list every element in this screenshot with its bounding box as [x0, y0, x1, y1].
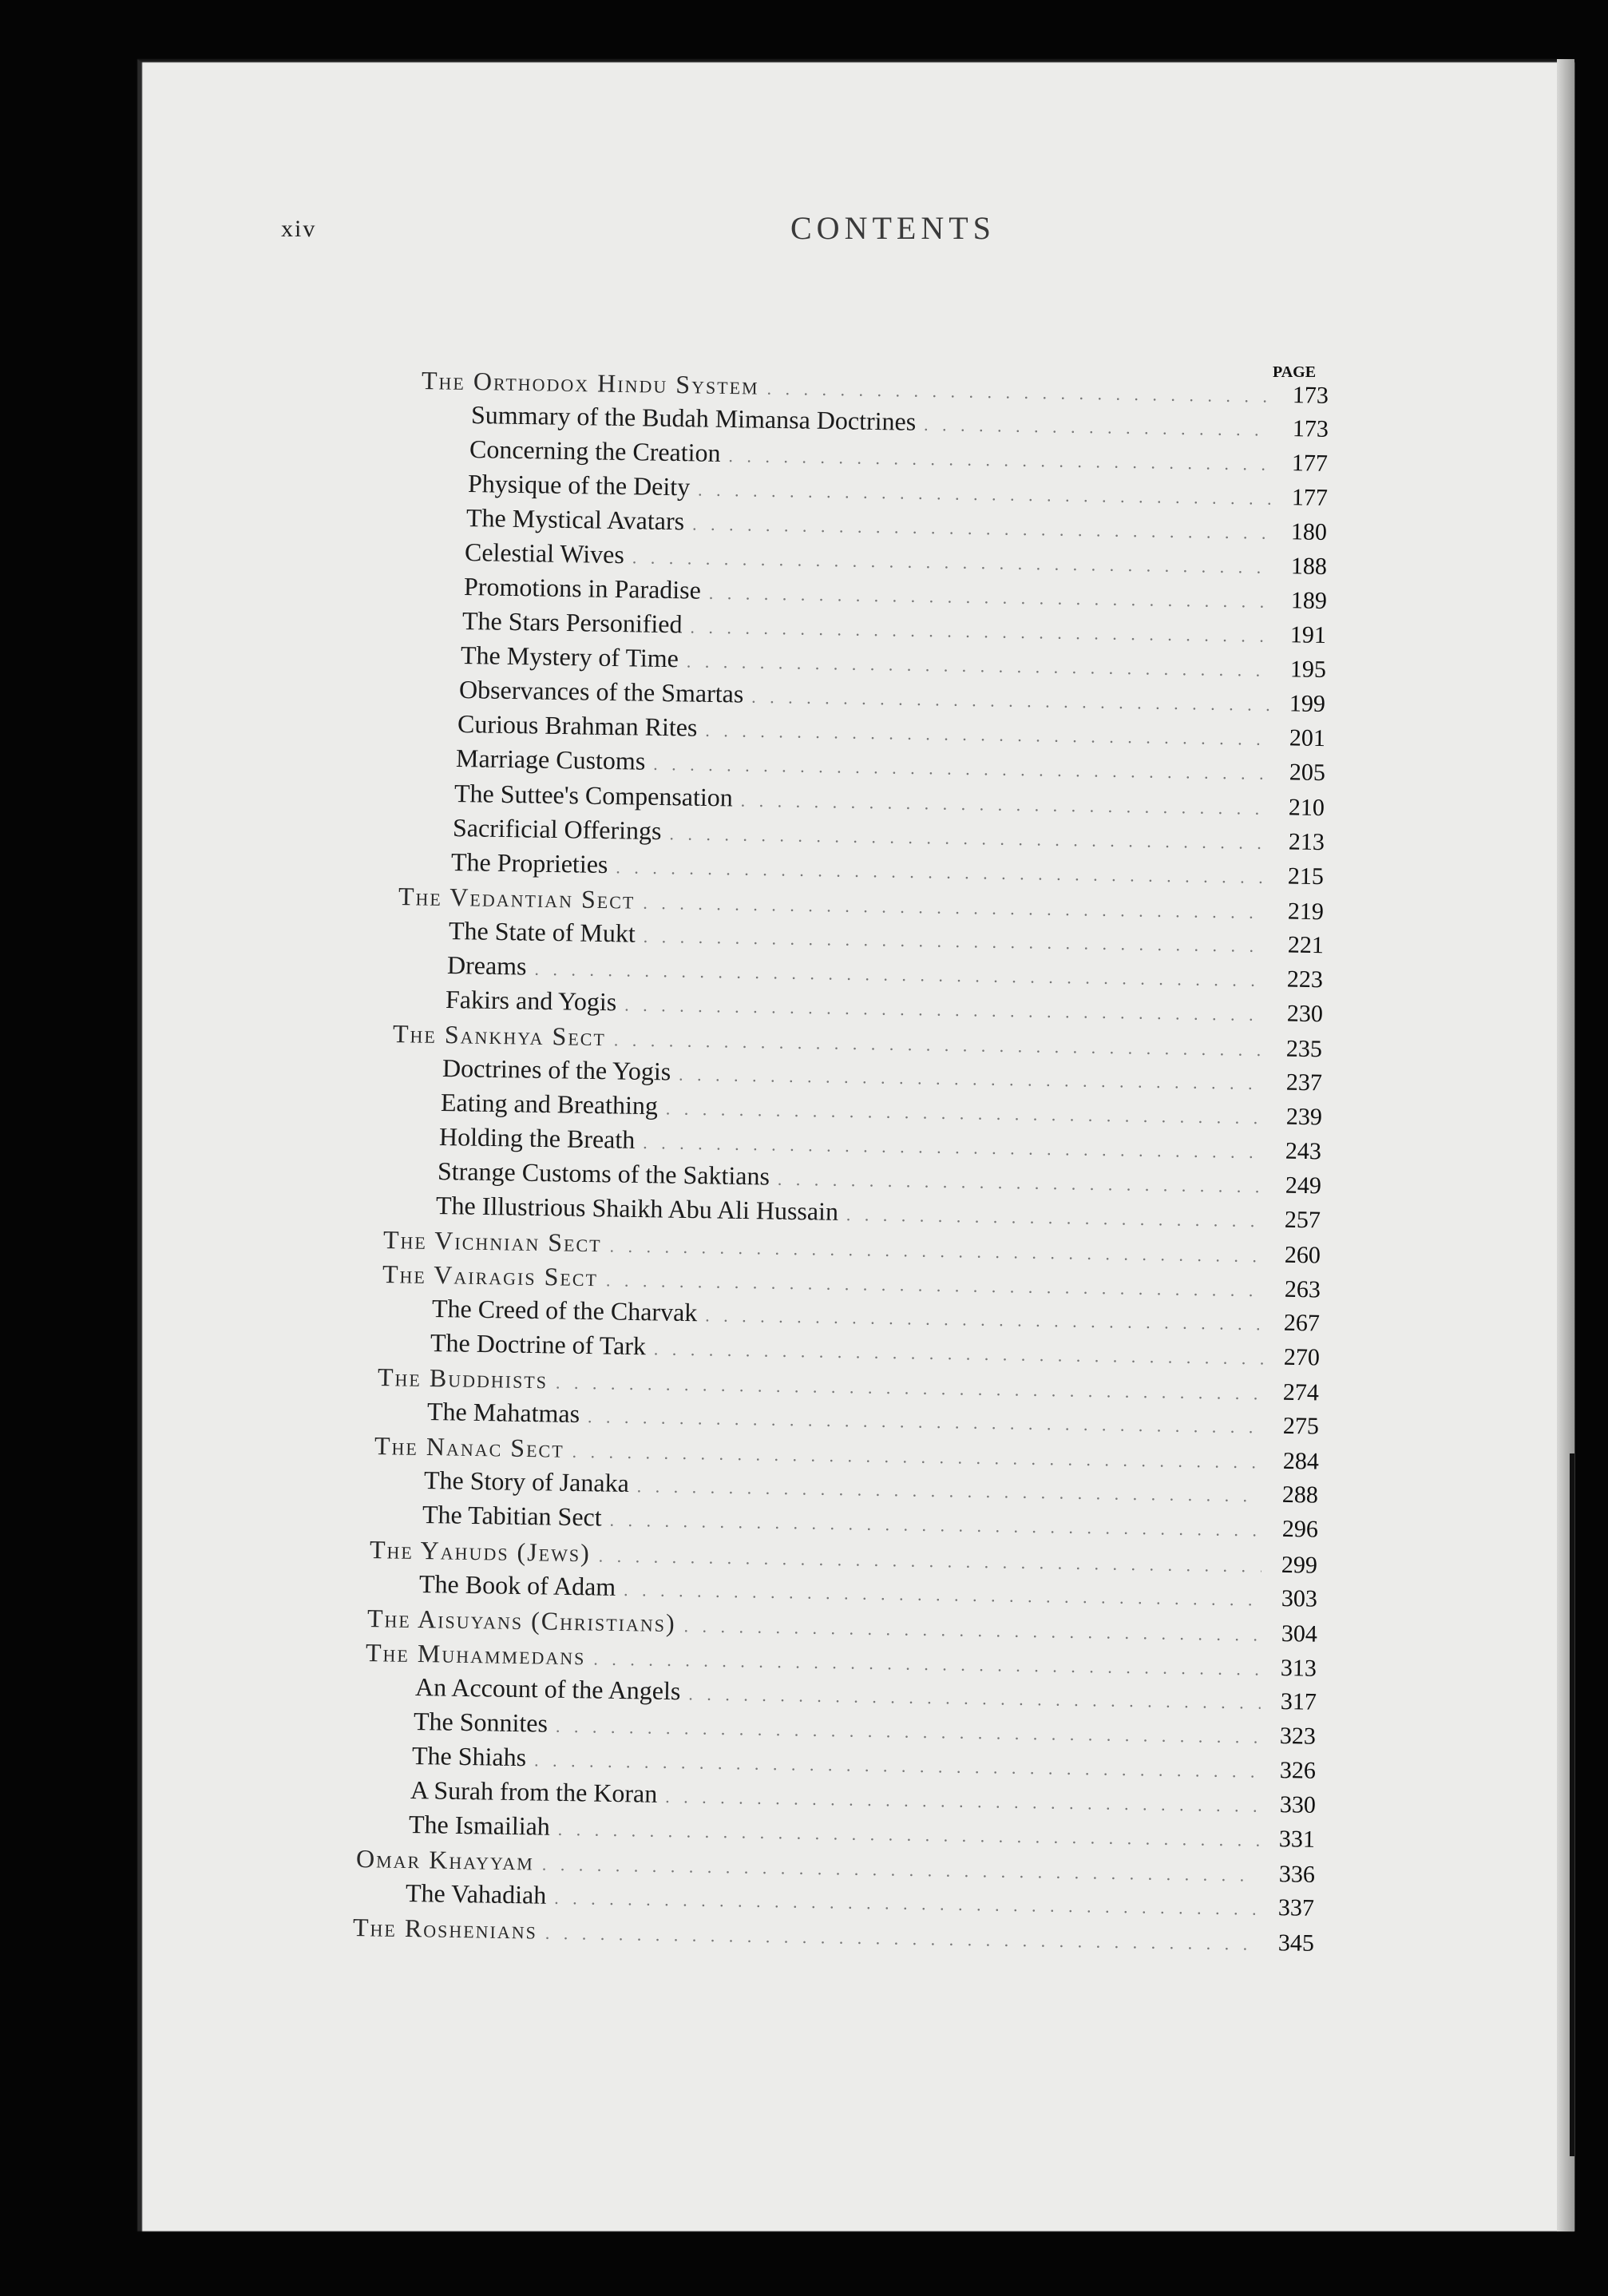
- toc-page-number: 173: [1292, 382, 1329, 409]
- toc-entry-title: The Sankhya Sect: [392, 1019, 607, 1052]
- toc-page-number: 267: [1283, 1309, 1321, 1337]
- toc-entry-title: The Mystical Avatars: [465, 503, 685, 536]
- toc-entry-title: Celestial Wives: [464, 537, 625, 569]
- dot-leader: [593, 1648, 1261, 1679]
- dot-leader: [609, 1510, 1262, 1541]
- toc-entry-title: The Aisuyans (Christians): [366, 1604, 676, 1638]
- dot-leader: [705, 720, 1269, 750]
- dot-leader: [632, 547, 1271, 578]
- running-head: CONTENTS: [790, 210, 996, 246]
- toc-page-number: 230: [1286, 1000, 1324, 1028]
- toc-page-number: 215: [1287, 862, 1325, 890]
- dot-leader: [534, 959, 1267, 991]
- dot-leader: [924, 414, 1273, 441]
- dot-leader: [846, 1204, 1265, 1231]
- toc-entry-title: The Shiahs: [411, 1741, 527, 1772]
- toc-entry-title: The Story of Janaka: [423, 1465, 630, 1498]
- toc-page-number: 235: [1285, 1035, 1323, 1063]
- toc-page-number: 177: [1291, 484, 1329, 511]
- toc-page-number: 345: [1277, 1929, 1315, 1957]
- toc-page-number: 191: [1289, 621, 1327, 648]
- toc-entry-title: The Vedantian Sect: [398, 882, 636, 914]
- toc-page-number: 331: [1278, 1826, 1316, 1853]
- toc-entry-title: Summary of the Budah Mimansa Doctrines: [470, 400, 917, 436]
- toc-page-number: 189: [1290, 587, 1328, 614]
- toc-entry-title: Holding the Breath: [438, 1122, 636, 1154]
- toc-page-number: 188: [1290, 553, 1328, 580]
- dot-leader: [542, 1854, 1259, 1886]
- toc-entry-title: An Account of the Angels: [414, 1672, 681, 1706]
- dot-leader: [778, 1169, 1265, 1198]
- toc-entry-title: Sacrificial Offerings: [452, 813, 662, 846]
- dot-leader: [690, 617, 1270, 646]
- dot-leader: [614, 1029, 1266, 1061]
- toc-entry-title: Eating and Breathing: [440, 1088, 659, 1120]
- toc-page-number: 180: [1290, 518, 1328, 545]
- dot-leader: [687, 651, 1270, 680]
- toc-page-number: 275: [1282, 1412, 1320, 1440]
- dot-leader: [698, 480, 1272, 510]
- dot-leader: [616, 857, 1268, 888]
- dot-leader: [653, 754, 1269, 784]
- toc-entry-title: Dreams: [446, 950, 527, 981]
- toc-entry-title: The Mystery of Time: [460, 640, 679, 673]
- dot-leader: [599, 1546, 1262, 1577]
- toc-entry-title: Strange Customs of the Saktians: [437, 1156, 770, 1191]
- toc-page-number: 195: [1289, 656, 1327, 684]
- dot-leader: [643, 926, 1268, 957]
- toc-entry-title: The Doctrine of Tark: [430, 1328, 647, 1361]
- toc-page-number: 317: [1280, 1688, 1317, 1715]
- dot-leader: [545, 1923, 1258, 1955]
- dot-leader: [709, 583, 1271, 613]
- toc-entry-title: Fakirs and Yogis: [445, 985, 617, 1017]
- toc-page-number: 313: [1280, 1655, 1317, 1682]
- toc-entry-title: The Muhammedans: [365, 1638, 586, 1671]
- toc-entry-title: Omar Khayyam: [355, 1844, 535, 1876]
- toc-page-number: 205: [1289, 759, 1326, 787]
- toc-page-number: 337: [1277, 1894, 1315, 1921]
- toc-entry-title: Curious Brahman Rites: [457, 709, 698, 742]
- toc-entry-title: The State of Mukt: [448, 916, 636, 948]
- toc-entry-title: The Sonnites: [413, 1707, 549, 1738]
- toc-page-number: 213: [1288, 828, 1325, 856]
- toc-entry-title: Promotions in Paradise: [463, 572, 702, 605]
- toc-page-number: 201: [1289, 724, 1326, 752]
- toc-page-number: 173: [1292, 415, 1329, 442]
- toc-entry-title: The Illustrious Shaikh Abu Ali Hussain: [435, 1191, 839, 1226]
- toc-page-number: 223: [1286, 966, 1324, 993]
- toc-page-number: 330: [1279, 1791, 1317, 1818]
- toc-page-number: 237: [1285, 1069, 1323, 1096]
- toc-page-number: 249: [1285, 1172, 1322, 1200]
- toc-page-number: 263: [1284, 1275, 1321, 1303]
- dot-leader: [654, 1338, 1264, 1369]
- dot-leader: [558, 1819, 1259, 1851]
- toc-page-number: 199: [1289, 690, 1326, 718]
- dot-leader: [624, 1580, 1261, 1611]
- toc-page-number: 274: [1282, 1378, 1320, 1406]
- toc-page-number: 323: [1279, 1723, 1317, 1750]
- dot-leader: [705, 1305, 1264, 1334]
- toc-entry-title: Physique of the Deity: [467, 469, 691, 502]
- toc-entry-title: Concerning the Creation: [469, 434, 721, 467]
- toc-page-number: 239: [1285, 1103, 1323, 1131]
- dot-leader: [554, 1888, 1258, 1920]
- toc-page-number: 299: [1281, 1551, 1318, 1579]
- dot-leader: [692, 514, 1271, 543]
- dot-leader: [683, 1616, 1261, 1645]
- dot-leader: [609, 1235, 1265, 1267]
- toc-entry-title: The Nanac Sect: [374, 1431, 564, 1463]
- dot-leader: [728, 446, 1272, 475]
- dot-leader: [643, 1132, 1265, 1163]
- dot-leader: [606, 1270, 1265, 1301]
- dot-leader: [588, 1406, 1263, 1437]
- toc-entry-title: The Vichnian Sect: [382, 1225, 602, 1258]
- dot-leader: [666, 1098, 1266, 1128]
- toc-page-number: 270: [1283, 1343, 1321, 1371]
- toc-entry-title: The Vairagis Sect: [382, 1259, 599, 1292]
- toc-entry-title: The Mahatmas: [426, 1397, 580, 1428]
- dot-leader: [751, 687, 1269, 716]
- toc-entry-title: The Tabitian Sect: [422, 1500, 602, 1532]
- toc-entry-title: Doctrines of the Yogis: [442, 1053, 671, 1086]
- toc-page-number: 221: [1287, 931, 1325, 959]
- toc-page-number: 288: [1281, 1481, 1319, 1509]
- dot-leader: [534, 1750, 1260, 1782]
- toc-page-number: 257: [1284, 1206, 1321, 1234]
- dot-leader: [572, 1441, 1263, 1473]
- dot-leader: [688, 1683, 1261, 1713]
- toc-entry-title: The Stars Personified: [461, 606, 683, 639]
- dot-leader: [637, 1476, 1262, 1506]
- toc-entry-title: The Roshenians: [352, 1913, 538, 1945]
- toc-entry-title: Marriage Customs: [455, 744, 646, 775]
- dot-leader: [643, 893, 1268, 923]
- toc-entry-title: The Creed of the Charvak: [431, 1294, 698, 1327]
- toc-page-number: 296: [1281, 1515, 1319, 1543]
- toc-page-number: 243: [1285, 1137, 1322, 1165]
- dot-leader: [665, 1786, 1260, 1817]
- dot-leader: [766, 379, 1273, 407]
- toc-entry-title: The Book of Adam: [418, 1569, 616, 1601]
- toc-entry-title: Observances of the Smartas: [458, 675, 744, 708]
- toc-entry-title: The Orthodox Hindu System: [421, 366, 759, 400]
- toc-entry-title: The Buddhists: [377, 1362, 549, 1394]
- toc-page-number: 177: [1291, 450, 1329, 477]
- toc-entry-title: The Suttee's Compensation: [453, 779, 734, 812]
- toc-entry-title: The Vahadiah: [405, 1878, 547, 1909]
- toc-page-number: 284: [1282, 1447, 1320, 1475]
- toc-page-number: 304: [1281, 1620, 1318, 1648]
- toc-entry-title: The Ismailiah: [408, 1810, 551, 1841]
- folio-number: xiv: [281, 216, 317, 242]
- dot-leader: [741, 791, 1269, 819]
- dot-leader: [556, 1373, 1263, 1405]
- dot-leader: [669, 823, 1269, 854]
- toc-page-number: 326: [1279, 1757, 1317, 1784]
- toc-page-number: 303: [1281, 1584, 1318, 1612]
- toc-entry-title: The Yahuds (Jews): [369, 1535, 592, 1568]
- toc-page-number: 336: [1278, 1861, 1316, 1888]
- toc-page-number: 210: [1288, 794, 1325, 822]
- dot-leader: [679, 1065, 1266, 1095]
- toc-page-number: 219: [1287, 898, 1325, 926]
- dot-leader: [556, 1716, 1260, 1748]
- page-column-label: PAGE: [1273, 363, 1317, 381]
- toc-page-number: 260: [1284, 1241, 1321, 1269]
- toc-entry-title: A Surah from the Koran: [410, 1775, 658, 1808]
- toc-entry-title: The Proprieties: [450, 847, 608, 879]
- dot-leader: [624, 995, 1267, 1026]
